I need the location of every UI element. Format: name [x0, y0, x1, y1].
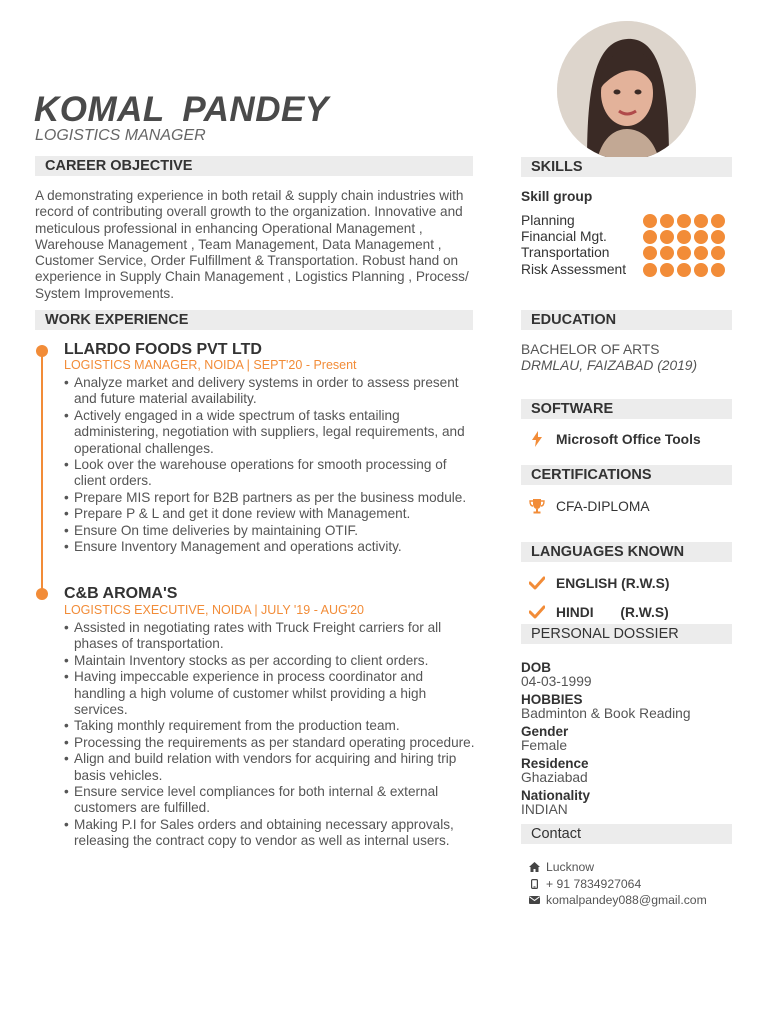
- job-title: [64, 358, 357, 372]
- work-experience-heading: WORK EXPERIENCE: [35, 310, 473, 330]
- bolt-icon: [528, 430, 546, 448]
- skill-rating: [643, 230, 725, 244]
- contact-phone: [528, 877, 641, 891]
- company-name: LLARDO FOODS PVT LTD: [64, 341, 262, 358]
- certification-label: CFA-DIPLOMA: [556, 498, 650, 514]
- skill-row: [521, 213, 733, 229]
- dossier-value: Badminton & Book Reading: [521, 706, 691, 721]
- check-icon: [528, 574, 546, 592]
- dossier-value: 04-03-1999: [521, 674, 592, 689]
- home-icon: [528, 861, 540, 873]
- languages-heading: LANGUAGES KNOWN: [521, 542, 732, 562]
- list-item: • Align and build relation with vendors for acquiring and hiring trip basis vehicles.: [64, 751, 476, 784]
- profile-photo: [557, 21, 696, 160]
- contact-heading: Contact: [521, 824, 732, 844]
- language-label: HINDI (R.W.S): [556, 604, 669, 620]
- skill-rating: [643, 214, 725, 228]
- list-item: • Prepare MIS report for B2B partners as per the business module.: [64, 490, 476, 506]
- software-label: Microsoft Office Tools: [556, 431, 701, 447]
- check-icon: [528, 603, 546, 621]
- envelope-icon: [528, 894, 540, 906]
- list-item: • Analyze market and delivery systems in order to assess present and future material availability.: [64, 375, 476, 408]
- list-item: • Ensure On time deliveries by maintaining OTIF.: [64, 523, 476, 539]
- trophy-icon: [528, 497, 546, 515]
- job-title: LOGISTICS EXECUTIVE, NOIDA | JULY '19 - AUG'20: [64, 603, 365, 617]
- candidate-role: LOGISTICS MANAGER: [35, 127, 206, 144]
- dossier-key: Gender: [521, 724, 569, 739]
- timeline-dot: [36, 345, 48, 357]
- language-label: ENGLISH (R.W.S): [556, 575, 670, 591]
- dossier-key: DOB: [521, 660, 551, 675]
- contact-email-text[interactable]: komalpandey088@gmail.com: [546, 893, 707, 907]
- language-item: [528, 574, 669, 592]
- list-item: • Look over the warehouse operations for smooth processing of client orders.: [64, 457, 476, 490]
- timeline-dot: [36, 588, 48, 600]
- job-title-text: LOGISTICS MANAGER, NOIDA | SEPT'20: [64, 358, 303, 372]
- software-heading: SOFTWARE: [521, 399, 732, 419]
- skills-heading: SKILLS: [521, 157, 732, 177]
- list-item: • Making P.I for Sales orders and obtaining necessary approvals, releasing the contract copy to vendor as well as internal users.: [64, 817, 476, 850]
- dossier-value: Ghaziabad: [521, 770, 588, 785]
- skill-rating: [643, 246, 725, 260]
- certification-item: [528, 497, 650, 515]
- list-item: • Actively engaged in a wide spectrum of tasks entailing administering, negotiation with suppliers, legal requirements, and operational challenges.: [64, 408, 476, 457]
- list-item: • Processing the requirements as per standard operating procedure.: [64, 735, 476, 751]
- skill-name: Planning: [521, 213, 575, 228]
- dossier-value: INDIAN: [521, 802, 568, 817]
- personal-dossier-heading: PERSONAL DOSSIER: [521, 624, 732, 644]
- degree: BACHELOR OF ARTS: [521, 342, 660, 357]
- job-bullets: [64, 620, 476, 850]
- timeline-line: [41, 350, 43, 594]
- skill-name: Financial Mgt.: [521, 229, 607, 244]
- list-item: • Ensure service level compliances for both internal & external customers are fulfilled.: [64, 784, 476, 817]
- contact-location: [528, 860, 594, 874]
- certifications-heading: CERTIFICATIONS: [521, 465, 732, 485]
- contact-email: [528, 893, 707, 907]
- contact-phone-text[interactable]: + 91 7834927064: [546, 877, 642, 891]
- skill-row: [521, 229, 733, 245]
- skill-group-label: Skill group: [521, 189, 593, 204]
- company-name: C&B AROMA'S: [64, 585, 178, 602]
- job-bullets: [64, 375, 476, 555]
- career-objective-text: A demonstrating experience in both retail & supply chain industries with record of contributing overall growth to the organization. Innovative and meticulous professional in enhancing Operational Management , Warehouse Management , Team Management, Data Management , Customer Service, Order Fulfillment & Transportation. Robust hand on experience in Supply Chain Management , Logistics Planning , Process/ System Improvements.: [35, 188, 469, 301]
- list-item: • Assisted in negotiating rates with Truck Freight carriers for all phases of transportation.: [64, 620, 476, 653]
- language-item: [528, 603, 669, 621]
- dossier-key: HOBBIES: [521, 692, 583, 707]
- skill-row: [521, 245, 733, 261]
- school: DRMLAU, FAIZABAD (2019): [521, 358, 698, 373]
- list-item: • Prepare P & L and get it done review with Management.: [64, 506, 476, 522]
- skill-row: [521, 262, 733, 278]
- education-heading: EDUCATION: [521, 310, 732, 330]
- dossier-value: Female: [521, 738, 568, 753]
- career-objective-heading: CAREER OBJECTIVE: [35, 156, 473, 176]
- dossier-key: Residence: [521, 756, 589, 771]
- phone-icon: [528, 878, 540, 890]
- contact-location-text: Lucknow: [546, 860, 595, 874]
- job-present: - Present: [302, 358, 357, 372]
- list-item: • Taking monthly requirement from the production team.: [64, 718, 476, 734]
- dossier-key: Nationality: [521, 788, 591, 803]
- software-item: [528, 430, 701, 448]
- skill-name: Risk Assessment: [521, 262, 627, 277]
- skill-rating: [643, 263, 725, 277]
- skill-name: Transportation: [521, 245, 610, 260]
- list-item: • Having impeccable experience in process coordinator and handling a high volume of customer whilst providing a high services.: [64, 669, 476, 718]
- list-item: • Ensure Inventory Management and operations activity.: [64, 539, 476, 555]
- candidate-name: KOMAL PANDEY: [34, 90, 329, 129]
- list-item: • Maintain Inventory stocks as per according to client orders.: [64, 653, 476, 669]
